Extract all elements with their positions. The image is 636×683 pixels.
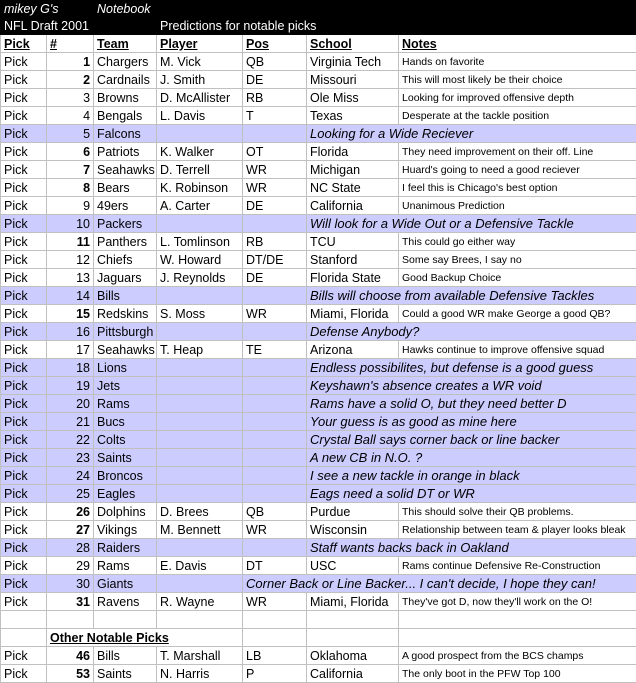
pick-number-cell[interactable]: 4 [47, 107, 94, 125]
table-row [1, 89, 636, 107]
empty-cell[interactable] [243, 125, 307, 143]
notes-cell[interactable]: Hawks continue to improve offensive squad [399, 341, 636, 359]
header-row-2 [1, 18, 636, 35]
notes-cell[interactable]: They need improvement on their off. Line [399, 143, 636, 161]
empty-cell[interactable] [157, 215, 243, 233]
pick-cell[interactable]: Pick [1, 413, 47, 431]
table-row [1, 467, 636, 485]
school-cell[interactable]: Virginia Tech [307, 53, 399, 71]
table-row [1, 377, 636, 395]
pick-cell[interactable]: Pick [1, 377, 47, 395]
prediction-note-cell[interactable]: Will look for a Wide Out or a Defensive Tackle [307, 215, 636, 233]
empty-cell[interactable] [157, 611, 243, 629]
player-cell[interactable]: K. Robinson [157, 179, 243, 197]
table-row [1, 323, 636, 341]
empty-cell[interactable] [243, 629, 307, 647]
empty-cell[interactable] [157, 377, 243, 395]
pick-number-cell[interactable]: 20 [47, 395, 94, 413]
notes-cell[interactable]: Hands on favorite [399, 53, 636, 71]
table-row [1, 449, 636, 467]
table-row [1, 395, 636, 413]
col-header-team[interactable]: Team [94, 35, 157, 53]
player-cell[interactable]: T. Heap [157, 341, 243, 359]
table-row [1, 413, 636, 431]
table-row [1, 521, 636, 539]
player-cell[interactable]: L. Davis [157, 107, 243, 125]
header-title-right[interactable]: Notebook [94, 1, 636, 18]
team-cell[interactable]: Redskins [94, 305, 157, 323]
col-header-notes[interactable]: Notes [399, 35, 636, 53]
position-cell[interactable]: WR [243, 593, 307, 611]
school-cell[interactable]: Florida [307, 143, 399, 161]
team-cell[interactable]: Giants [94, 575, 157, 593]
position-cell[interactable]: WR [243, 521, 307, 539]
notes-cell[interactable]: This should solve their QB problems. [399, 503, 636, 521]
position-cell[interactable]: QB [243, 53, 307, 71]
team-cell[interactable]: Broncos [94, 467, 157, 485]
pick-cell[interactable]: Pick [1, 323, 47, 341]
pick-number-cell[interactable]: 8 [47, 179, 94, 197]
position-cell[interactable]: RB [243, 89, 307, 107]
table-row [1, 485, 636, 503]
empty-cell[interactable] [1, 611, 47, 629]
position-cell[interactable]: DE [243, 269, 307, 287]
position-cell[interactable]: RB [243, 233, 307, 251]
prediction-note-cell[interactable]: Defense Anybody? [307, 323, 636, 341]
pick-number-cell[interactable]: 1 [47, 53, 94, 71]
team-cell[interactable]: Saints [94, 665, 157, 683]
header-subtitle-right[interactable]: Predictions for notable picks [157, 18, 636, 35]
school-cell[interactable]: Arizona [307, 341, 399, 359]
team-cell[interactable]: Pittsburgh [94, 323, 157, 341]
empty-cell[interactable] [243, 485, 307, 503]
pick-number-cell[interactable]: 46 [47, 647, 94, 665]
prediction-note-cell[interactable]: Rams have a solid O, but they need better D [307, 395, 636, 413]
pick-number-cell[interactable]: 11 [47, 233, 94, 251]
pick-cell[interactable]: Pick [1, 269, 47, 287]
notes-cell[interactable]: This will most likely be their choice [399, 71, 636, 89]
player-cell[interactable]: J. Reynolds [157, 269, 243, 287]
pick-cell[interactable]: Pick [1, 521, 47, 539]
pick-number-cell[interactable]: 18 [47, 359, 94, 377]
prediction-note-cell[interactable]: Staff wants backs back in Oakland [307, 539, 636, 557]
notes-cell[interactable]: Relationship between team & player looks bleak [399, 521, 636, 539]
school-cell[interactable]: Purdue [307, 503, 399, 521]
pick-number-cell[interactable]: 2 [47, 71, 94, 89]
school-cell[interactable]: Missouri [307, 71, 399, 89]
team-cell[interactable]: Rams [94, 395, 157, 413]
team-cell[interactable]: Dolphins [94, 503, 157, 521]
table-row [1, 431, 636, 449]
pick-number-cell[interactable]: 12 [47, 251, 94, 269]
school-cell[interactable]: USC [307, 557, 399, 575]
position-cell[interactable]: DE [243, 71, 307, 89]
col-header-school[interactable]: School [307, 35, 399, 53]
pick-cell[interactable]: Pick [1, 647, 47, 665]
table-row [1, 593, 636, 611]
pick-number-cell[interactable]: 6 [47, 143, 94, 161]
empty-cell[interactable] [157, 395, 243, 413]
prediction-note-cell[interactable]: Bills will choose from available Defensive Tackles [307, 287, 636, 305]
team-cell[interactable]: Vikings [94, 521, 157, 539]
prediction-note-cell[interactable]: Crystal Ball says corner back or line backer [307, 431, 636, 449]
table-row [1, 269, 636, 287]
pick-number-cell[interactable]: 53 [47, 665, 94, 683]
prediction-note-cell[interactable]: Your guess is as good as mine here [307, 413, 636, 431]
position-cell[interactable]: WR [243, 161, 307, 179]
col-header-pos[interactable]: Pos [243, 35, 307, 53]
school-cell[interactable]: Ole Miss [307, 89, 399, 107]
pick-number-cell[interactable]: 22 [47, 431, 94, 449]
pick-cell[interactable]: Pick [1, 503, 47, 521]
position-cell[interactable]: WR [243, 305, 307, 323]
team-cell[interactable]: Jets [94, 377, 157, 395]
team-cell[interactable]: Eagles [94, 485, 157, 503]
school-cell[interactable]: Miami, Florida [307, 305, 399, 323]
player-cell[interactable]: D. Terrell [157, 161, 243, 179]
player-cell[interactable]: R. Wayne [157, 593, 243, 611]
school-cell[interactable]: Michigan [307, 161, 399, 179]
team-cell[interactable]: Seahawks [94, 161, 157, 179]
team-cell[interactable]: Panthers [94, 233, 157, 251]
notes-cell[interactable]: The only boot in the PFW Top 100 [399, 665, 636, 683]
school-cell[interactable]: California [307, 197, 399, 215]
prediction-note-cell[interactable]: Eags need a solid DT or WR [307, 485, 636, 503]
pick-number-cell[interactable]: 27 [47, 521, 94, 539]
pick-cell[interactable]: Pick [1, 359, 47, 377]
team-cell[interactable]: Colts [94, 431, 157, 449]
team-cell[interactable]: Bills [94, 287, 157, 305]
position-cell[interactable]: QB [243, 503, 307, 521]
pick-cell[interactable]: Pick [1, 575, 47, 593]
school-cell[interactable]: NC State [307, 179, 399, 197]
pick-number-cell[interactable]: 3 [47, 89, 94, 107]
empty-cell[interactable] [243, 413, 307, 431]
team-cell[interactable]: Saints [94, 449, 157, 467]
pick-cell[interactable]: Pick [1, 233, 47, 251]
pick-cell[interactable]: Pick [1, 485, 47, 503]
empty-cell[interactable] [307, 629, 399, 647]
empty-cell[interactable] [243, 431, 307, 449]
empty-cell[interactable] [94, 611, 157, 629]
pick-number-cell[interactable]: 14 [47, 287, 94, 305]
team-cell[interactable]: Chiefs [94, 251, 157, 269]
pick-cell[interactable]: Pick [1, 215, 47, 233]
notes-cell[interactable]: Good Backup Choice [399, 269, 636, 287]
table-row [1, 647, 636, 665]
team-cell[interactable]: Lions [94, 359, 157, 377]
empty-cell[interactable] [157, 359, 243, 377]
empty-cell[interactable] [243, 467, 307, 485]
pick-cell[interactable]: Pick [1, 89, 47, 107]
pick-cell[interactable]: Pick [1, 251, 47, 269]
header-row-1 [1, 1, 636, 18]
player-cell[interactable]: D. Brees [157, 503, 243, 521]
pick-cell[interactable]: Pick [1, 125, 47, 143]
position-cell[interactable]: DE [243, 197, 307, 215]
team-cell[interactable]: Cardnails [94, 71, 157, 89]
pick-number-cell[interactable]: 9 [47, 197, 94, 215]
empty-cell[interactable] [157, 575, 243, 593]
position-cell[interactable]: OT [243, 143, 307, 161]
notes-cell[interactable]: Huard's going to need a good reciever [399, 161, 636, 179]
team-cell[interactable]: Bengals [94, 107, 157, 125]
school-cell[interactable]: Stanford [307, 251, 399, 269]
pick-cell[interactable]: Pick [1, 287, 47, 305]
team-cell[interactable]: Packers [94, 215, 157, 233]
empty-cell[interactable] [157, 449, 243, 467]
pick-number-cell[interactable]: 7 [47, 161, 94, 179]
notes-cell[interactable]: Unanimous Prediction [399, 197, 636, 215]
empty-cell[interactable] [1, 629, 47, 647]
team-cell[interactable]: Bucs [94, 413, 157, 431]
header-subtitle-left[interactable]: NFL Draft 2001 [1, 18, 157, 35]
team-cell[interactable]: Bears [94, 179, 157, 197]
col-header-pick[interactable]: Pick [1, 35, 47, 53]
table-row [1, 575, 636, 593]
team-cell[interactable]: Patriots [94, 143, 157, 161]
prediction-note-cell[interactable]: A new CB in N.O. ? [307, 449, 636, 467]
empty-cell[interactable] [243, 287, 307, 305]
school-cell[interactable]: Oklahoma [307, 647, 399, 665]
player-cell[interactable]: A. Carter [157, 197, 243, 215]
table-row [1, 53, 636, 71]
team-cell[interactable]: Ravens [94, 593, 157, 611]
col-header-player[interactable]: Player [157, 35, 243, 53]
table-row [1, 359, 636, 377]
pick-number-cell[interactable]: 25 [47, 485, 94, 503]
prediction-note-cell[interactable]: Keyshawn's absence creates a WR void [307, 377, 636, 395]
school-cell[interactable]: Wisconsin [307, 521, 399, 539]
player-cell[interactable]: K. Walker [157, 143, 243, 161]
pick-cell[interactable]: Pick [1, 161, 47, 179]
empty-cell[interactable] [157, 485, 243, 503]
player-cell[interactable]: J. Smith [157, 71, 243, 89]
pick-number-cell[interactable]: 26 [47, 503, 94, 521]
pick-number-cell[interactable]: 29 [47, 557, 94, 575]
pick-number-cell[interactable]: 23 [47, 449, 94, 467]
empty-cell[interactable] [157, 287, 243, 305]
school-cell[interactable]: California [307, 665, 399, 683]
school-cell[interactable]: TCU [307, 233, 399, 251]
header-title-left[interactable]: mikey G's [1, 1, 94, 18]
table-row [1, 251, 636, 269]
empty-cell[interactable] [307, 611, 399, 629]
pick-cell[interactable]: Pick [1, 305, 47, 323]
empty-cell[interactable] [243, 323, 307, 341]
pick-number-cell[interactable]: 21 [47, 413, 94, 431]
empty-cell[interactable] [399, 611, 636, 629]
notes-cell[interactable]: Rams continue Defensive Re-Construction [399, 557, 636, 575]
player-cell[interactable]: M. Bennett [157, 521, 243, 539]
player-cell[interactable]: W. Howard [157, 251, 243, 269]
empty-cell[interactable] [157, 539, 243, 557]
notes-cell[interactable]: A good prospect from the BCS champs [399, 647, 636, 665]
table-row [1, 107, 636, 125]
team-cell[interactable]: Rams [94, 557, 157, 575]
position-cell[interactable]: DT [243, 557, 307, 575]
table-row [1, 557, 636, 575]
pick-cell[interactable]: Pick [1, 449, 47, 467]
empty-cell[interactable] [47, 611, 94, 629]
notes-cell[interactable]: I feel this is Chicago's best option [399, 179, 636, 197]
pick-cell[interactable]: Pick [1, 107, 47, 125]
prediction-note-cell[interactable]: I see a new tackle in orange in black [307, 467, 636, 485]
player-cell[interactable]: E. Davis [157, 557, 243, 575]
pick-number-cell[interactable]: 13 [47, 269, 94, 287]
prediction-note-cell[interactable]: Endless possibilites, but defense is a good guess [307, 359, 636, 377]
empty-cell[interactable] [157, 323, 243, 341]
pick-cell[interactable]: Pick [1, 539, 47, 557]
table-row [1, 665, 636, 683]
pick-cell[interactable]: Pick [1, 467, 47, 485]
team-cell[interactable]: Jaguars [94, 269, 157, 287]
table-row [1, 71, 636, 89]
team-cell[interactable]: 49ers [94, 197, 157, 215]
pick-number-cell[interactable]: 28 [47, 539, 94, 557]
player-cell[interactable]: N. Harris [157, 665, 243, 683]
empty-cell[interactable] [157, 125, 243, 143]
column-header-row [1, 35, 636, 53]
pick-cell[interactable]: Pick [1, 665, 47, 683]
pick-cell[interactable]: Pick [1, 71, 47, 89]
prediction-note-cell[interactable]: Looking for a Wide Reciever [307, 125, 636, 143]
notes-cell[interactable]: They've got D, now they'll work on the O! [399, 593, 636, 611]
empty-cell[interactable] [157, 431, 243, 449]
pick-cell[interactable]: Pick [1, 557, 47, 575]
table-row [1, 161, 636, 179]
table-row [1, 143, 636, 161]
empty-cell[interactable] [243, 539, 307, 557]
player-cell[interactable]: S. Moss [157, 305, 243, 323]
empty-cell[interactable] [243, 215, 307, 233]
pick-number-cell[interactable]: 10 [47, 215, 94, 233]
player-cell[interactable]: L. Tomlinson [157, 233, 243, 251]
empty-cell[interactable] [243, 377, 307, 395]
prediction-note-cell[interactable]: Corner Back or Line Backer... I can't decide, I hope they can! [243, 575, 636, 593]
table-row [1, 305, 636, 323]
team-cell[interactable]: Bills [94, 647, 157, 665]
table-row [1, 125, 636, 143]
team-cell[interactable]: Seahawks [94, 341, 157, 359]
table-row [1, 341, 636, 359]
player-cell[interactable]: T. Marshall [157, 647, 243, 665]
pick-cell[interactable]: Pick [1, 179, 47, 197]
empty-cell[interactable] [243, 395, 307, 413]
pick-cell[interactable]: Pick [1, 143, 47, 161]
pick-cell[interactable]: Pick [1, 53, 47, 71]
pick-number-cell[interactable]: 16 [47, 323, 94, 341]
empty-cell[interactable] [243, 611, 307, 629]
table-row [1, 215, 636, 233]
position-cell[interactable]: T [243, 107, 307, 125]
position-cell[interactable]: P [243, 665, 307, 683]
player-cell[interactable]: D. McAllister [157, 89, 243, 107]
empty-cell[interactable] [157, 467, 243, 485]
pick-cell[interactable]: Pick [1, 197, 47, 215]
notes-cell[interactable]: This could go either way [399, 233, 636, 251]
table-row [1, 197, 636, 215]
table-row [1, 539, 636, 557]
team-cell[interactable]: Browns [94, 89, 157, 107]
table-row [1, 179, 636, 197]
position-cell[interactable]: TE [243, 341, 307, 359]
empty-cell[interactable] [157, 413, 243, 431]
empty-cell[interactable] [243, 359, 307, 377]
team-cell[interactable]: Chargers [94, 53, 157, 71]
pick-number-cell[interactable]: 24 [47, 467, 94, 485]
pick-number-cell[interactable]: 30 [47, 575, 94, 593]
pick-cell[interactable]: Pick [1, 341, 47, 359]
empty-cell[interactable] [243, 449, 307, 467]
school-cell[interactable]: Miami, Florida [307, 593, 399, 611]
section-title-row [1, 629, 636, 647]
pick-cell[interactable]: Pick [1, 431, 47, 449]
notes-cell[interactable]: Some say Brees, I say no [399, 251, 636, 269]
position-cell[interactable]: DT/DE [243, 251, 307, 269]
pick-number-cell[interactable]: 5 [47, 125, 94, 143]
team-cell[interactable]: Raiders [94, 539, 157, 557]
empty-cell[interactable] [399, 629, 636, 647]
table-row [1, 287, 636, 305]
team-cell[interactable]: Falcons [94, 125, 157, 143]
blank-row [1, 611, 636, 629]
table-row [1, 503, 636, 521]
position-cell[interactable]: LB [243, 647, 307, 665]
position-cell[interactable]: WR [243, 179, 307, 197]
pick-cell[interactable]: Pick [1, 395, 47, 413]
pick-number-cell[interactable]: 17 [47, 341, 94, 359]
player-cell[interactable]: M. Vick [157, 53, 243, 71]
col-header-number[interactable]: # [47, 35, 94, 53]
notes-cell[interactable]: Could a good WR make George a good QB? [399, 305, 636, 323]
notes-cell[interactable]: Looking for improved offensive depth [399, 89, 636, 107]
pick-number-cell[interactable]: 31 [47, 593, 94, 611]
school-cell[interactable]: Florida State [307, 269, 399, 287]
pick-cell[interactable]: Pick [1, 593, 47, 611]
table-row [1, 233, 636, 251]
pick-number-cell[interactable]: 19 [47, 377, 94, 395]
section-title[interactable]: Other Notable Picks [47, 629, 243, 647]
school-cell[interactable]: Texas [307, 107, 399, 125]
pick-number-cell[interactable]: 15 [47, 305, 94, 323]
notes-cell[interactable]: Desperate at the tackle position [399, 107, 636, 125]
